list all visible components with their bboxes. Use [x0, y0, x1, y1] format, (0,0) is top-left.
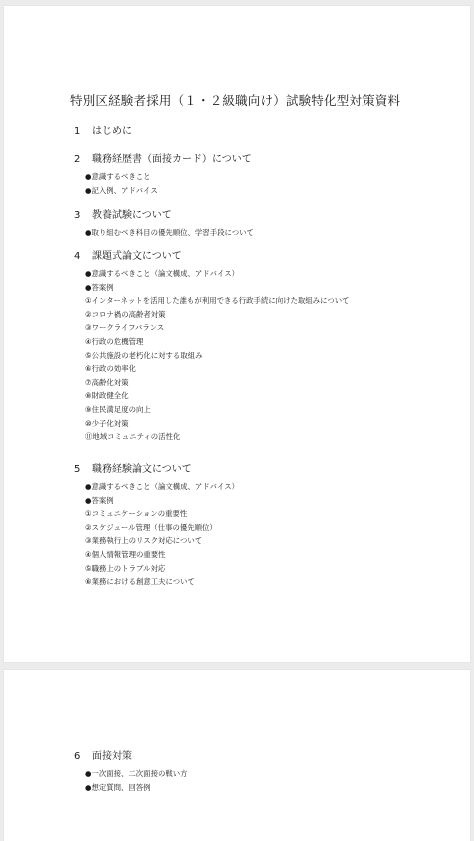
sub-list-item: ③業務執行上のリスク対応について — [85, 536, 203, 546]
section-label: 面接対策 — [92, 751, 132, 762]
section-heading — [74, 209, 254, 222]
list-item: ●一次面接、二次面接の戦い方 — [85, 769, 188, 778]
sub-list — [85, 294, 350, 444]
sub-list — [85, 507, 239, 589]
section-4 — [74, 250, 350, 444]
section-items — [85, 170, 252, 197]
section-heading — [74, 153, 252, 166]
sub-list-item: ⑧財政健全化 — [85, 391, 129, 401]
sub-list-container — [85, 507, 239, 589]
list-item: ●答案例 — [85, 282, 114, 292]
section-label: 課題式論文について — [92, 251, 182, 262]
sub-list-container — [85, 294, 350, 444]
sub-list-item: ②スケジュール管理（仕事の優先順位） — [85, 522, 217, 532]
sub-list-item: ⑨住民満足度の向上 — [85, 404, 151, 414]
section-items — [85, 767, 188, 794]
section-number: 3 — [74, 210, 81, 221]
section-heading — [74, 463, 239, 476]
section-number: 5 — [74, 464, 81, 475]
list-item: ●意識するべきこと（論文構成、アドバイス） — [85, 269, 240, 278]
section-heading — [74, 750, 188, 763]
list-item: ●意識するべきこと — [85, 172, 151, 181]
section-heading — [74, 250, 350, 263]
sub-list-item: ⑪地域コミュニティの活性化 — [85, 432, 181, 442]
sub-list-item: ④行政の危機管理 — [85, 336, 144, 346]
section-heading — [74, 125, 132, 138]
section-items — [85, 226, 254, 240]
section-items — [85, 267, 350, 444]
document-page-2 — [4, 670, 470, 841]
section-6 — [74, 750, 188, 794]
sub-list-item: ①インターネットを活用した誰もが利用できる行政手続に向けた取組みについて — [85, 296, 350, 306]
section-5 — [74, 463, 239, 589]
list-item: ●答案例 — [85, 495, 114, 505]
section-number: 1 — [74, 126, 81, 137]
section-number: 2 — [74, 154, 81, 165]
section-3 — [74, 209, 254, 240]
section-2 — [74, 153, 252, 197]
sub-list-item: ③ワークライフバランス — [85, 323, 165, 333]
section-number: 4 — [74, 251, 81, 262]
sub-list-item: ⑥業務における創意工夫について — [85, 577, 195, 587]
list-item: ●取り組むべき科目の優先順位、学習手段について — [85, 228, 254, 237]
section-number: 6 — [74, 751, 81, 762]
section-label: はじめに — [92, 126, 132, 137]
document-page-1 — [4, 6, 470, 662]
section-label: 職務経験論文について — [92, 464, 192, 475]
sub-list-item: ⑦高齢化対策 — [85, 377, 129, 387]
section-items — [85, 480, 239, 589]
sub-list-item: ⑩少子化対策 — [85, 418, 129, 428]
sub-list-item: ⑥行政の効率化 — [85, 364, 136, 374]
section-label: 職務経歴書（面接カード）について — [92, 154, 252, 165]
list-item: ●想定質問、回答例 — [85, 782, 151, 792]
list-item: ●記入例、アドバイス — [85, 185, 158, 195]
sub-list-item: ①コミュニケーションの重要性 — [85, 509, 188, 519]
sub-list-item: ④個人情報管理の重要性 — [85, 549, 166, 559]
document-title: 特別区経験者採用（１・２級職向け）試験特化型対策資料 — [70, 93, 401, 108]
sub-list-item: ②コロナ禍の高齢者対策 — [85, 309, 166, 319]
section-label: 教養試験について — [92, 210, 172, 221]
list-item: ●意識するべきこと（論文構成、アドバイス） — [85, 482, 240, 491]
section-1 — [74, 125, 132, 138]
sub-list-item: ⑤公共施設の老朽化に対する取組み — [85, 350, 203, 360]
sub-list-item: ⑤職務上のトラブル対応 — [85, 563, 166, 573]
